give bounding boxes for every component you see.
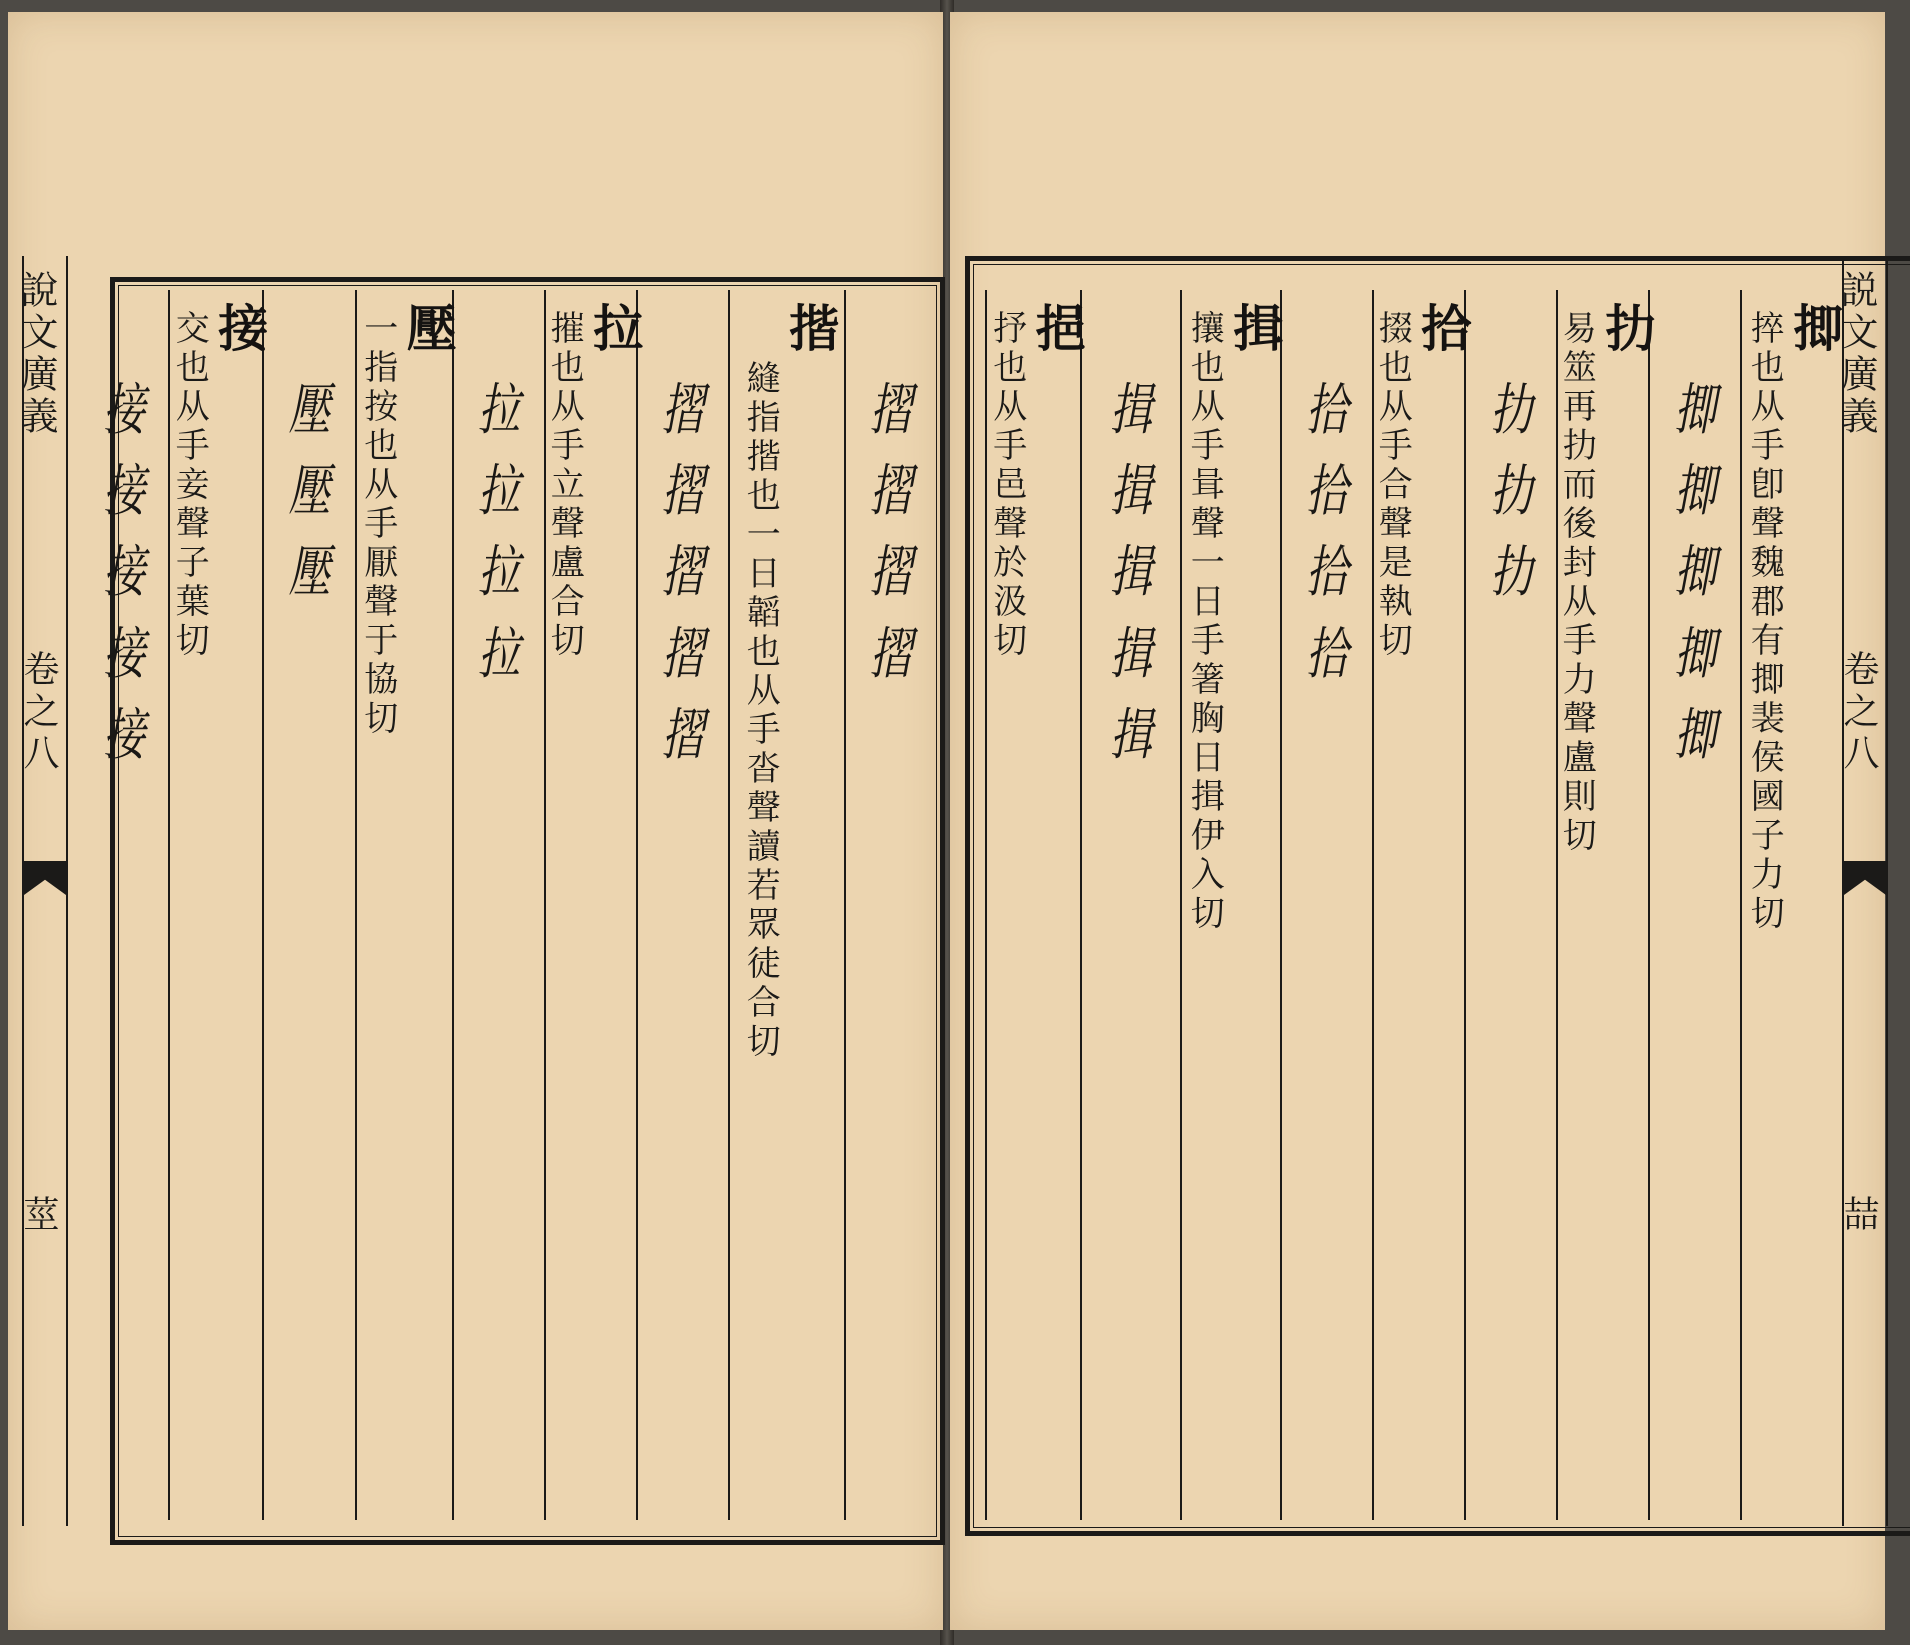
dictionary-entry [1372, 290, 1473, 1520]
entry-gloss: 交也从手妾聲子葉切 [169, 310, 210, 661]
seal-glyph: 拉 [478, 459, 520, 525]
seal-glyph: 揖 [1110, 459, 1152, 525]
entry-gloss: 摧也从手立聲盧合切 [544, 310, 585, 661]
dictionary-entry [985, 290, 1087, 1520]
seal-glyph: 揖 [1110, 702, 1152, 768]
seal-glyph: 拉 [478, 378, 520, 443]
entry-gloss: 一指按也从手厭聲于協切 [357, 310, 398, 739]
seal-column [1648, 290, 1740, 1520]
seal-glyph: 拾 [1306, 459, 1348, 525]
seal-glyph: 扐 [1490, 459, 1532, 525]
entry-head-character: 揩 [781, 302, 841, 352]
seal-glyph: 摺 [662, 702, 704, 768]
seal-glyph: 揖 [1110, 540, 1152, 606]
seal-glyph: 摺 [662, 540, 704, 606]
left-fishtail-mark [24, 861, 66, 895]
seal-glyph: 接 [103, 702, 145, 768]
seal-column [844, 290, 936, 1520]
seal-glyph: 接 [103, 621, 145, 687]
seal-glyph: 扐 [1490, 540, 1532, 606]
dictionary-entry [544, 290, 645, 1520]
entry-gloss: 攘也从手咠聲一日手箸胸日揖伊入切 [1184, 310, 1225, 934]
seal-glyph: 拉 [478, 621, 520, 687]
seal-glyph: 揤 [1674, 540, 1716, 606]
seal-glyph: 摺 [870, 459, 912, 525]
seal-glyph: 壓 [288, 540, 331, 606]
dictionary-entry [355, 290, 458, 1520]
dictionary-entry [728, 290, 844, 1520]
entry-gloss: 抒也从手邑聲於汲切 [986, 310, 1027, 661]
entry-head-character: 拾 [1413, 302, 1473, 352]
seal-glyph: 摺 [662, 459, 704, 525]
seal-glyph: 接 [103, 540, 145, 606]
seal-glyph: 摺 [662, 621, 704, 687]
entry-head-character: 揤 [1785, 302, 1845, 352]
seal-column [262, 290, 355, 1520]
seal-glyph: 揤 [1674, 459, 1716, 525]
entry-head-character: 壓 [398, 302, 458, 352]
seal-glyph: 揖 [1110, 378, 1152, 443]
seal-glyph: 壓 [288, 459, 331, 525]
seal-glyph: 拾 [1306, 540, 1348, 606]
seal-column [636, 290, 728, 1520]
seal-glyph: 拾 [1306, 378, 1348, 443]
right-volume-label: 卷之八 [1838, 650, 1879, 776]
dictionary-entry [1556, 290, 1657, 1520]
seal-glyph: 揤 [1674, 702, 1716, 768]
entry-gloss: 易筮再扐而後封从手力聲盧則切 [1556, 310, 1597, 856]
entry-gloss: 捽也从手卽聲魏郡有揤裴侯國子力切 [1744, 310, 1785, 934]
seal-glyph: 摺 [870, 540, 912, 606]
entry-gloss: 掇也从手合聲是執切 [1372, 310, 1413, 661]
seal-column [1280, 290, 1372, 1520]
seal-glyph: 接 [103, 459, 145, 525]
entry-head-character: 揖 [1225, 302, 1285, 352]
seal-glyph: 揤 [1674, 621, 1716, 687]
dictionary-entry [1740, 290, 1845, 1520]
left-volume-label: 卷之八 [18, 650, 59, 776]
seal-glyph: 摺 [870, 378, 912, 443]
seal-column [1080, 290, 1180, 1520]
seal-glyph: 扐 [1490, 378, 1532, 443]
seal-glyph: 拉 [478, 540, 520, 606]
right-page-number: 喆 [1838, 1195, 1879, 1231]
seal-column [80, 290, 168, 1520]
entry-head-character: 扐 [1597, 302, 1657, 352]
seal-glyph: 揤 [1674, 378, 1716, 443]
entry-head-character: 挹 [1027, 302, 1087, 352]
seal-glyph: 摺 [870, 621, 912, 687]
seal-column [1464, 290, 1556, 1520]
left-page-number: 莖 [18, 1195, 59, 1231]
entry-head-character: 接 [210, 302, 270, 352]
seal-glyph: 摺 [662, 378, 704, 443]
seal-glyph: 接 [103, 378, 145, 443]
left-margin-band [14, 256, 68, 1526]
dictionary-entry [1180, 290, 1285, 1520]
entry-head-character: 拉 [585, 302, 645, 352]
seal-column [452, 290, 544, 1520]
seal-glyph: 壓 [288, 378, 331, 443]
left-book-title: 說文廣義 [14, 270, 58, 438]
right-book-title: 説文廣義 [1834, 270, 1878, 438]
entry-gloss: 縫指揩也一日韜也从手沓聲讀若眾徒合切 [740, 360, 781, 1062]
seal-glyph: 拾 [1306, 621, 1348, 687]
dictionary-entry [168, 290, 270, 1520]
seal-glyph: 揖 [1110, 621, 1152, 687]
